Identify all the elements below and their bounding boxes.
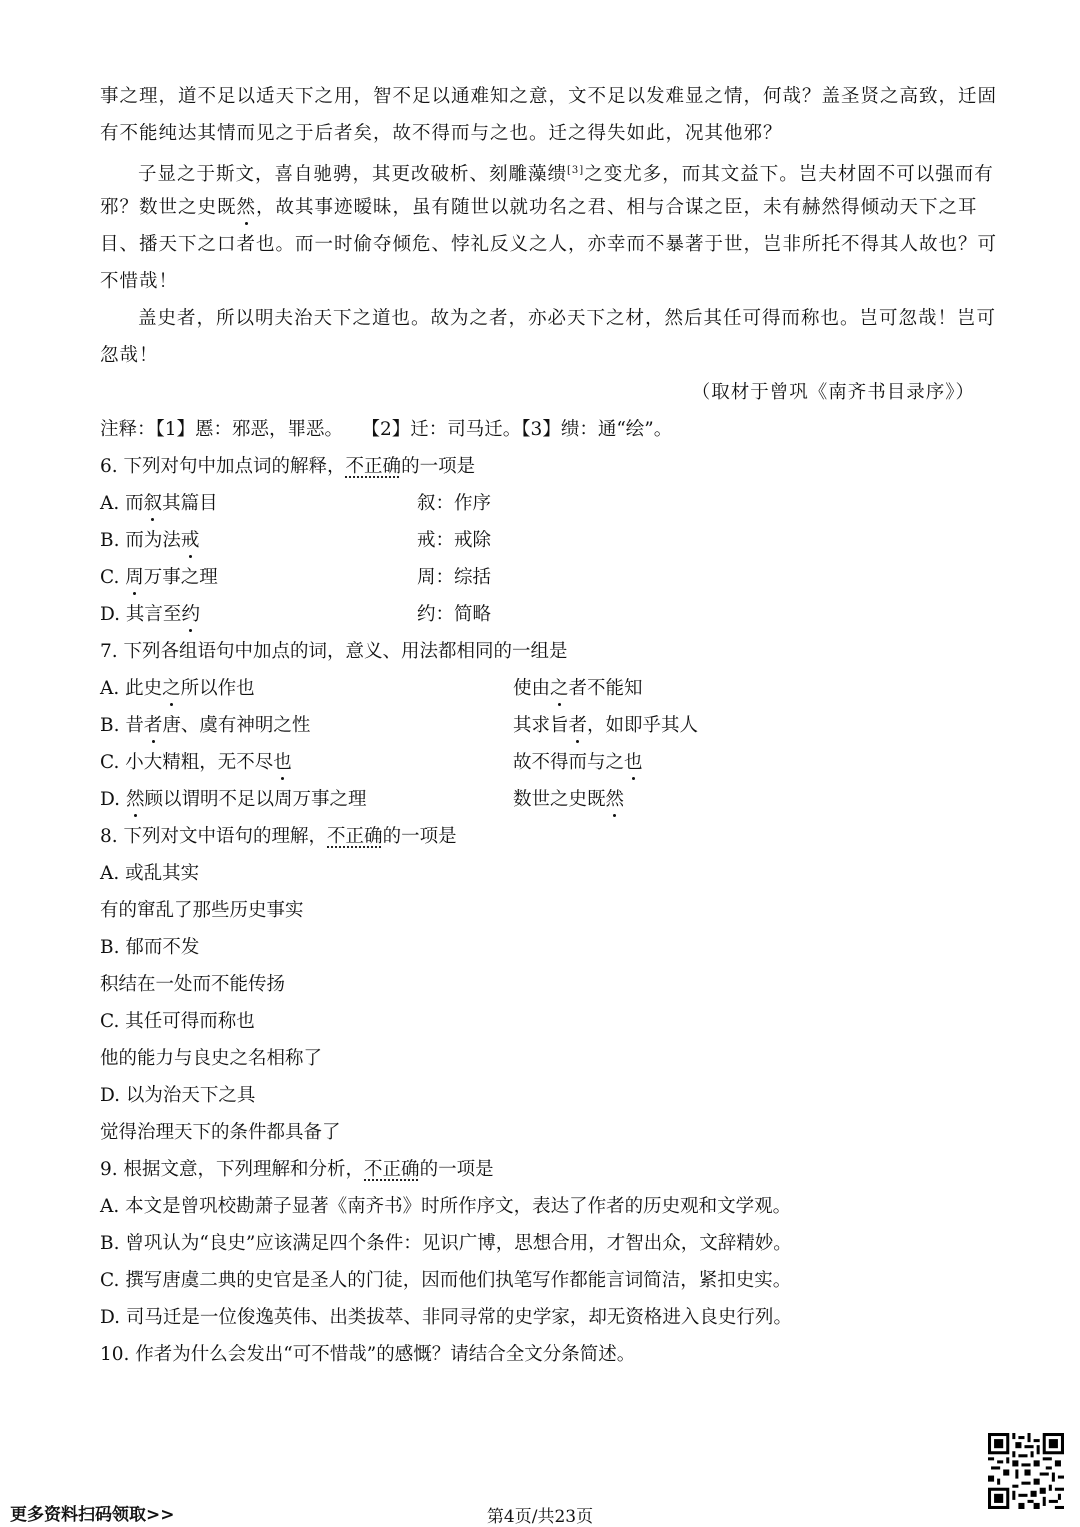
q8-option-a: A. 或乱其实 <box>100 863 200 884</box>
text-segment: A. 而 <box>100 493 144 514</box>
text-segment: 数世之史既 <box>513 789 606 810</box>
q6-option-c <box>100 567 218 589</box>
q6-option-a-explanation: 叙：作序 <box>417 493 492 514</box>
dotted-word: 之 <box>550 678 569 699</box>
text-segment: ，故其事迹暧昧，虽有随世以就功名之君、相与合谋之臣，未有赫然得倾动天下之耳 <box>256 197 978 218</box>
q7-option-b-right <box>513 715 698 737</box>
text-segment: 万事之理 <box>143 567 218 588</box>
q9-option-c: C. 撰写唐虞二典的史官是圣人的门徒，因而他们执笔写作都能言词简洁，紧扣史实。 <box>100 1270 792 1291</box>
question-9-stem <box>100 1159 494 1181</box>
text-segment: 唐、虞有神明之性 <box>162 715 311 736</box>
q9-option-d: D. 司马迁是一位俊逸英伟、出类拔萃、非同寻常的史学家，却无资格进入良史行列。 <box>100 1307 792 1328</box>
text-segment: 邪？数世之史既 <box>100 197 237 218</box>
q7-option-d-right <box>513 789 624 811</box>
dotted-word: 叙 <box>143 493 163 514</box>
q6-option-d-explanation: 约：简略 <box>417 604 492 625</box>
dotted-emphasis: 不正确 <box>327 826 383 847</box>
q8-option-c-explanation: 他的能力与良史之名相称了 <box>100 1048 323 1069</box>
dotted-word: 周 <box>125 567 144 588</box>
text-segment: 者不能知 <box>568 678 643 699</box>
passage-p3-line2: 忽哉！ <box>100 345 159 366</box>
q7-option-c-left <box>100 752 292 774</box>
q6-option-b <box>100 530 199 552</box>
q7-option-a-right <box>513 678 643 700</box>
footnote-ref: [3] <box>567 165 585 176</box>
text-segment: A. 此史 <box>100 678 163 699</box>
dotted-word: 者 <box>143 715 163 736</box>
q8-option-b: B. 郁而不发 <box>100 937 200 958</box>
q8-option-d-explanation: 觉得治理天下的条件都具备了 <box>100 1122 341 1143</box>
text-segment: D. <box>100 789 126 810</box>
text-segment: D. 其言至 <box>100 604 182 625</box>
text-segment: 顾以谓明不足以周万事之理 <box>144 789 367 810</box>
text-segment: 的一项是 <box>401 456 476 477</box>
text-segment: ，如即乎其人 <box>587 715 699 736</box>
q7-option-a-left <box>100 678 255 700</box>
text-segment: 子显之于斯文，喜自驰骋，其更改破析、刻雕藻缋 <box>138 164 568 186</box>
q6-option-c-explanation: 周：综括 <box>417 567 492 588</box>
q9-option-b: B. 曾巩认为“良史”应该满足四个条件：见识广博，思想合用，才智出众，文辞精妙。 <box>100 1233 792 1254</box>
passage-p2-line4: 不惜哉！ <box>100 271 179 292</box>
dotted-word: 者 <box>568 715 588 736</box>
dotted-word: 约 <box>181 604 200 625</box>
q6-option-b-explanation: 戒：戒除 <box>417 530 492 551</box>
q9-option-a: A. 本文是曾巩校勘萧子显著《南齐书》时所作序文，表达了作者的历史观和文学观。 <box>100 1196 792 1217</box>
question-6-stem <box>100 456 475 478</box>
question-10-stem: 10. 作者为什么会发出“可不惜哉”的感慨？请结合全文分条简述。 <box>100 1344 636 1365</box>
dotted-word: 也 <box>624 752 643 773</box>
q7-option-c-right <box>513 752 643 774</box>
text-segment: C. 小大精粗，无不尽 <box>100 752 274 773</box>
text-segment: 故不得而与之 <box>513 752 625 773</box>
footer-promo-link[interactable]: 更多资料扫码领取>> <box>10 1505 175 1525</box>
text-segment: 6. 下列对句中加点词的解释， <box>100 456 346 477</box>
text-segment: B. 而为法 <box>100 530 181 551</box>
page-number: 第4页/共23页 <box>486 1507 594 1527</box>
dotted-word: 然 <box>236 197 257 218</box>
q7-option-b-left <box>100 715 310 737</box>
passage-p2-line2 <box>100 197 978 219</box>
annotation-notes: 注释：【1】慝：邪恶，罪恶。 【2】迁：司马迁。【3】缋：通“绘”。 <box>100 419 673 440</box>
text-segment: 其篇目 <box>162 493 218 514</box>
text-segment: 使由 <box>513 678 551 699</box>
text-segment: 9. 根据文意，下列理解和分析， <box>100 1159 365 1180</box>
dotted-word: 之 <box>162 678 181 699</box>
text-segment: 所以作也 <box>180 678 255 699</box>
passage-p3-line1: 盖史者，所以明夫治天下之道也。故为之者，亦必天下之材，然后其任可得而称也。岂可忽哉！岂可 <box>138 308 997 329</box>
qr-code-icon[interactable] <box>988 1433 1064 1509</box>
text-segment: 的一项是 <box>419 1159 494 1180</box>
passage-source: （取材于曾巩《南齐书目录序》） <box>691 382 975 403</box>
dotted-word: 然 <box>125 789 145 810</box>
text-segment: 的一项是 <box>382 826 457 847</box>
q8-option-d: D. 以为治天下之具 <box>100 1085 256 1106</box>
q6-option-d <box>100 604 200 626</box>
passage-p2-line3: 目、播天下之口者也。而一时偷夺倾危、悖礼反义之人，亦幸而不暴著于世，岂非所托不得其人故也？可 <box>100 234 998 255</box>
q6-option-a <box>100 493 218 515</box>
text-segment: 之变尤多，而其文益下。岂夫材固不可以强而有 <box>584 164 994 186</box>
text-segment: C. <box>100 567 126 588</box>
dotted-word: 戒 <box>180 530 200 551</box>
dotted-emphasis: 不正确 <box>364 1159 420 1180</box>
dotted-emphasis: 不正确 <box>345 456 402 477</box>
passage-p1-line2: 有不能纯达其情而见之于后者矣，故不得而与之也。迁之得失如此，况其他邪？ <box>100 123 783 144</box>
dotted-word: 然 <box>605 789 625 810</box>
q7-option-d-left <box>100 789 366 811</box>
q8-option-c: C. 其任可得而称也 <box>100 1011 255 1032</box>
text-segment: 其求旨 <box>513 715 569 736</box>
dotted-word: 也 <box>273 752 292 773</box>
q8-option-b-explanation: 积结在一处而不能传扬 <box>100 974 286 995</box>
question-8-stem <box>100 826 457 848</box>
passage-p1-line1: 事之理，道不足以适天下之用，智不足以通难知之意，文不足以发难显之情，何哉？盖圣贤之高致，迁固 <box>100 86 998 107</box>
q8-option-a-explanation: 有的窜乱了那些历史事实 <box>100 900 304 921</box>
passage-p2-line1 <box>138 160 994 186</box>
text-segment: B. 昔 <box>100 715 144 736</box>
question-7-stem: 7. 下列各组语句中加点的词，意义、用法都相同的一组是 <box>100 641 568 662</box>
text-segment: 8. 下列对文中语句的理解， <box>100 826 328 847</box>
